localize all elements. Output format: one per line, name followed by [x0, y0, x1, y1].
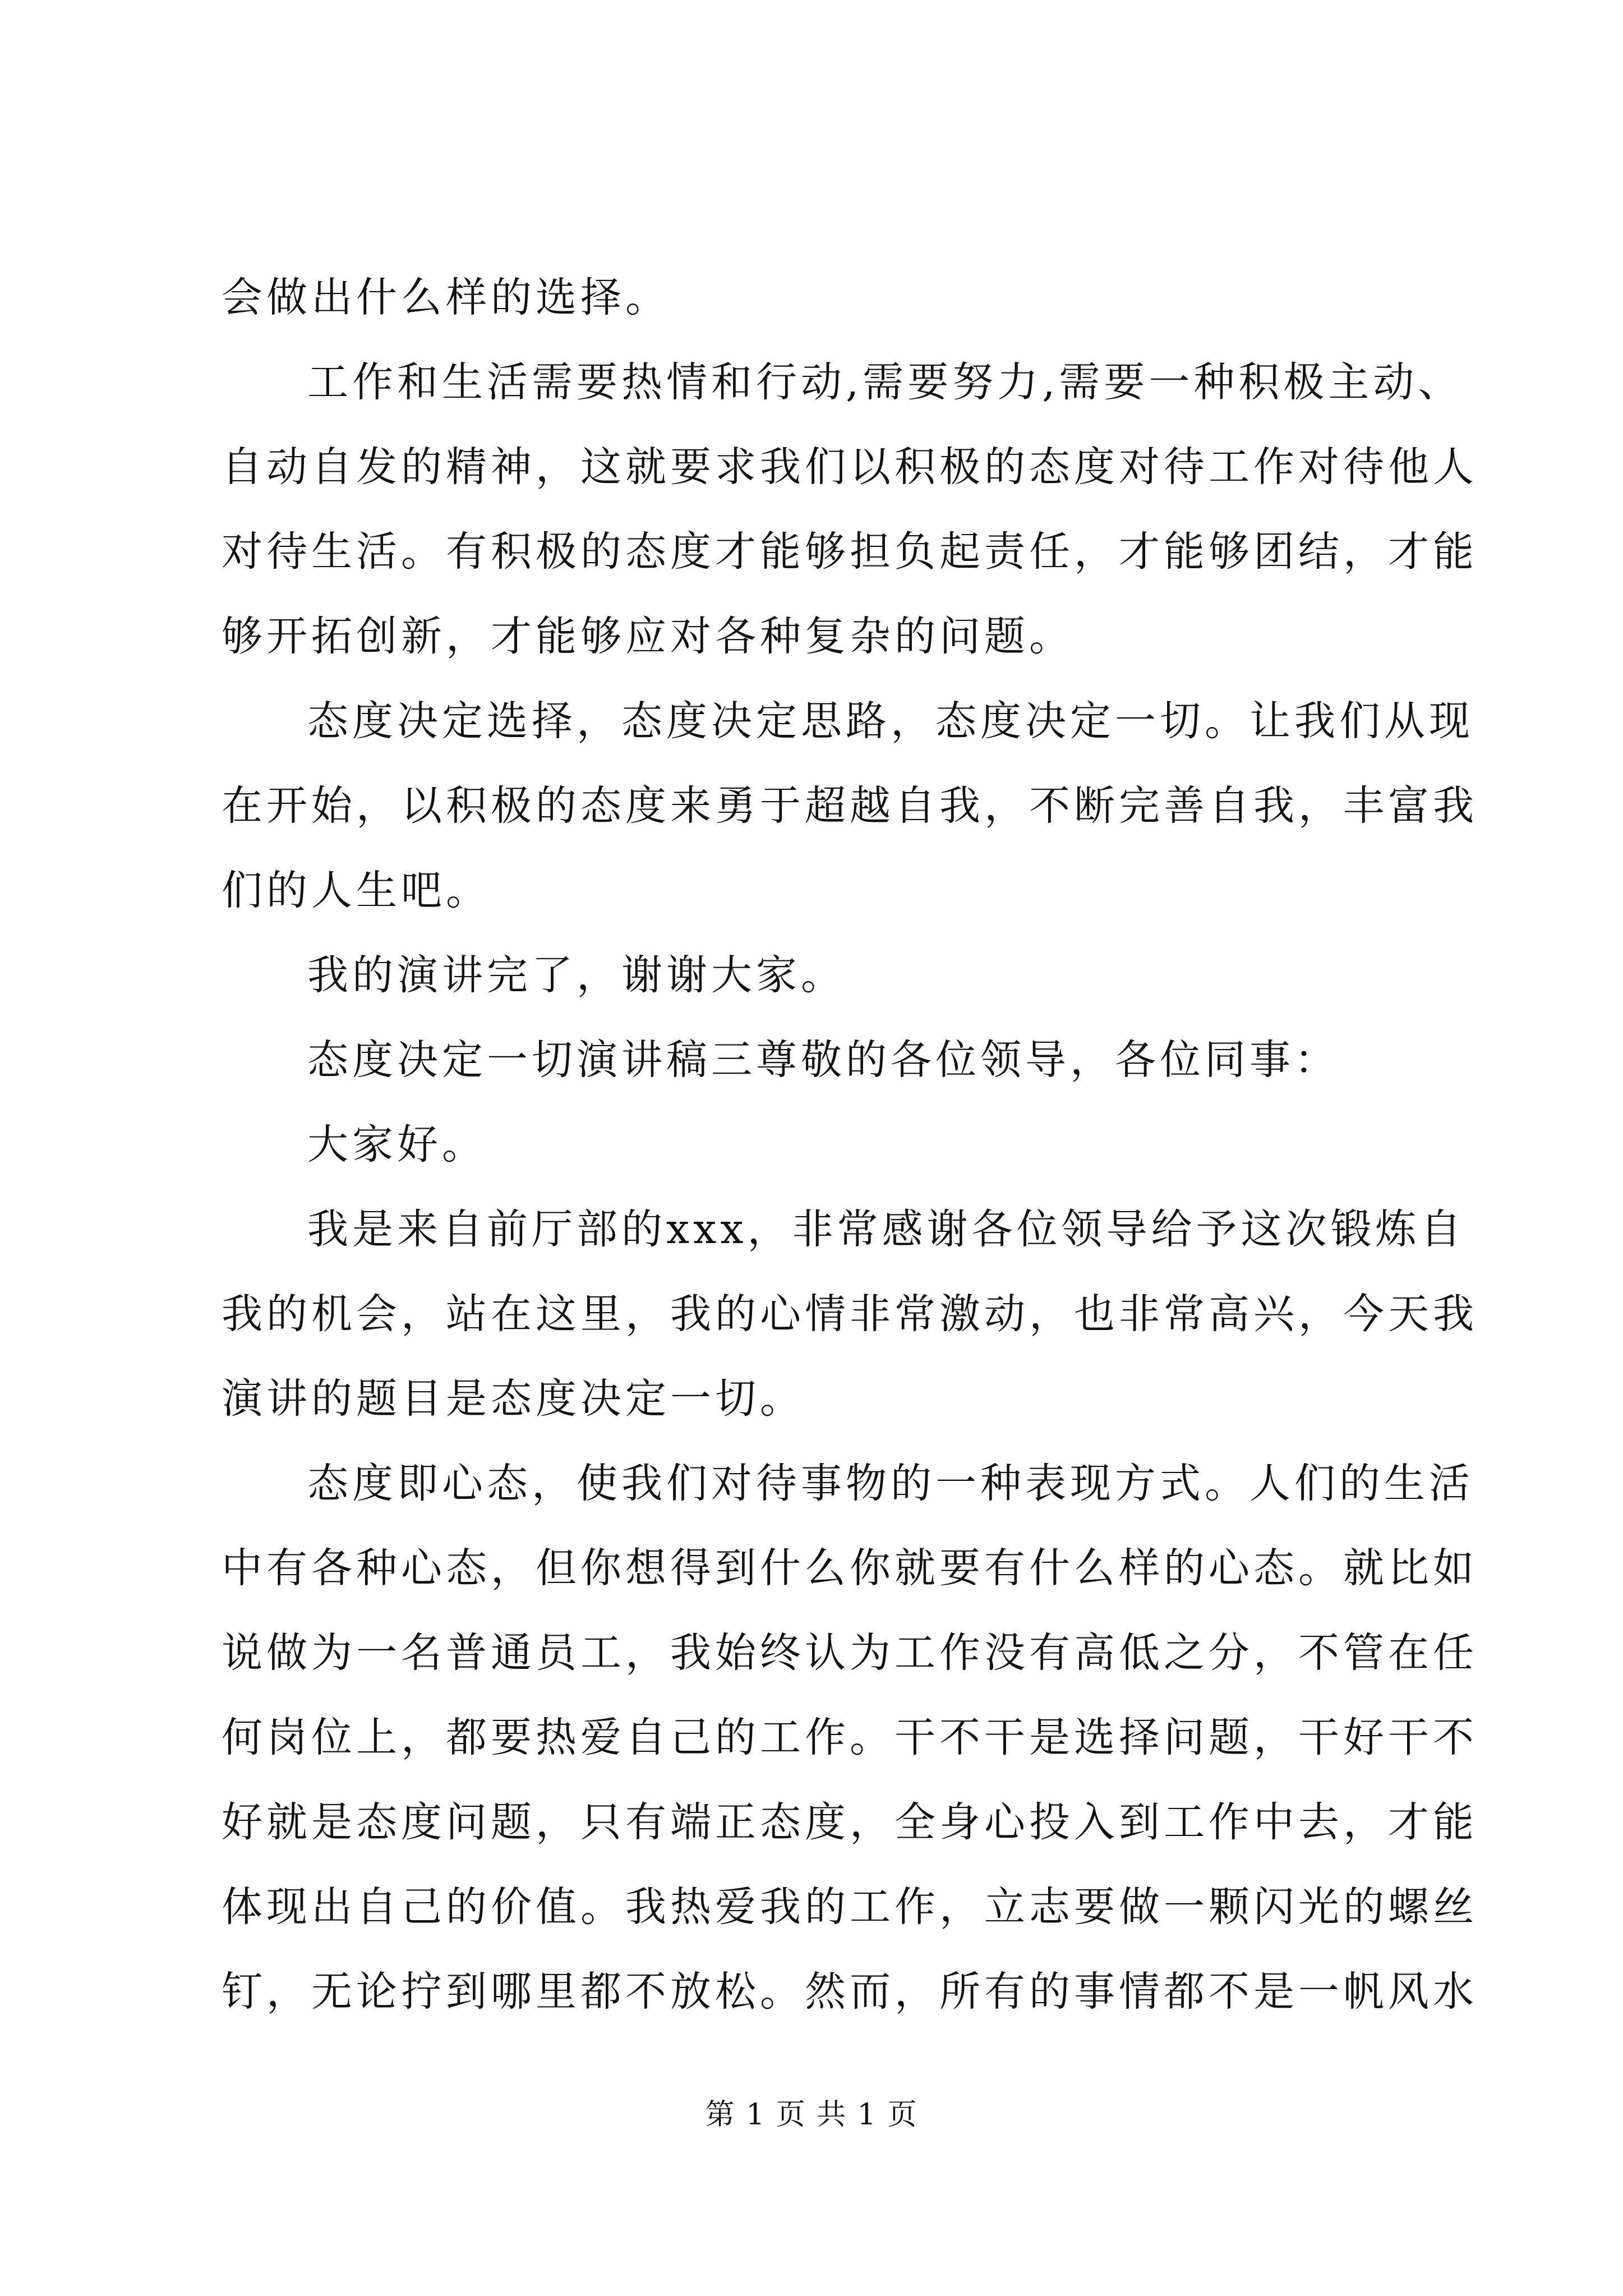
- text-line: 说做为一名普通员工，我始终认为工作没有高低之分，不管在任: [222, 1629, 1478, 1677]
- text-line: 们的人生吧。: [222, 867, 491, 914]
- text-line: 自动自发的精神，这就要求我们以积极的态度对待工作对待他人: [222, 443, 1478, 491]
- text-line: 钉，无论拧到哪里都不放松。然而，所有的事情都不是一帆风水: [222, 1968, 1478, 2016]
- text-line: 何岗位上，都要热爱自己的工作。干不干是选择问题，干好干不: [222, 1714, 1478, 1761]
- text-line: 态度决定一切演讲稿三尊敬的各位领导，各位同事：: [307, 1036, 1339, 1084]
- text-line: 体现出自己的价值。我热爱我的工作，立志要做一颗闪光的螺丝: [222, 1883, 1478, 1931]
- text-line: 我的演讲完了，谢谢大家。: [307, 951, 846, 999]
- text-line: 对待生活。有积极的态度才能够担负起责任，才能够团结，才能: [222, 528, 1478, 576]
- text-line: 我是来自前厅部的xxx，非常感谢各位领导给予这次锻炼自: [307, 1205, 1465, 1253]
- text-line: 够开拓创新，才能够应对各种复杂的问题。: [222, 613, 1074, 660]
- text-line: 态度即心态，使我们对待事物的一种表现方式。人们的生活: [307, 1460, 1474, 1507]
- text-line: 工作和生活需要热情和行动,需要努力,需要一种积极主动、: [307, 358, 1463, 406]
- page-number-label: 第 1 页 共 1 页: [705, 2098, 918, 2132]
- text-line: 态度决定选择，态度决定思路，态度决定一切。让我们从现: [307, 697, 1474, 745]
- text-line: 中有各种心态，但你想得到什么你就要有什么样的心态。就比如: [222, 1544, 1478, 1592]
- page-footer: [0, 2092, 1623, 2137]
- text-line: 我的机会，站在这里，我的心情非常激动，也非常高兴，今天我: [222, 1290, 1478, 1338]
- text-line: 大家好。: [307, 1121, 487, 1168]
- text-line: 演讲的题目是态度决定一切。: [222, 1375, 805, 1423]
- body-text: [222, 255, 1478, 2034]
- text-line: 在开始，以积极的态度来勇于超越自我，不断完善自我，丰富我: [222, 782, 1478, 830]
- text-line: 会做出什么样的选择。: [222, 274, 670, 321]
- text-line: 好就是态度问题，只有端正态度，全身心投入到工作中去，才能: [222, 1798, 1478, 1846]
